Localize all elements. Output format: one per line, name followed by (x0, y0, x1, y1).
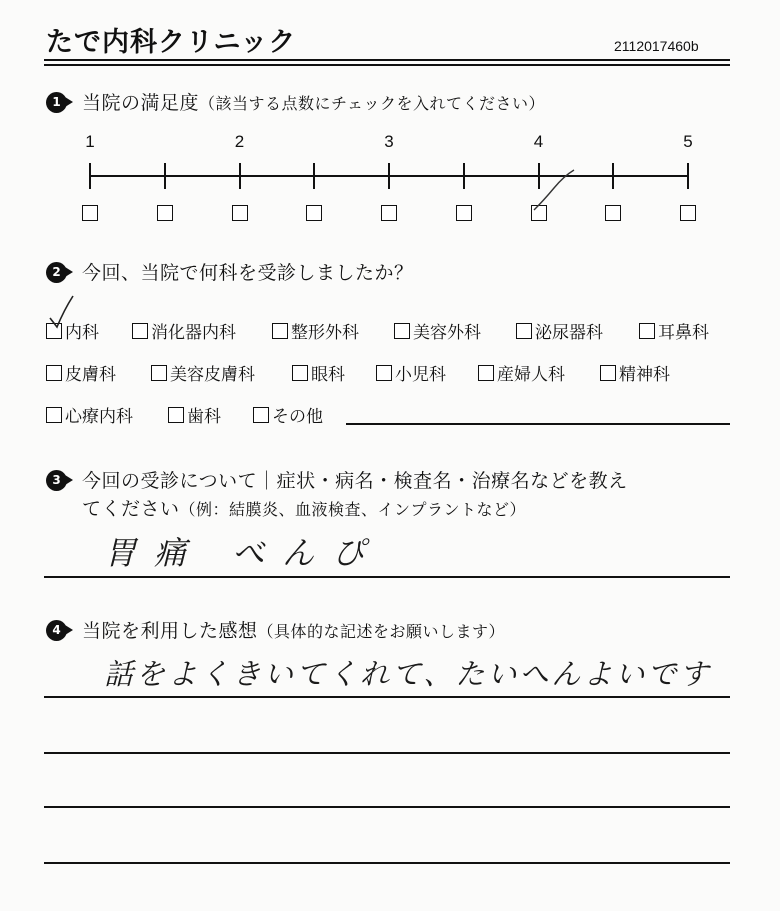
department-label: 消化器内科 (151, 323, 236, 343)
scale-tick (313, 163, 315, 189)
department-option[interactable] (478, 360, 565, 385)
scale-tick (239, 163, 241, 189)
scale-tick (463, 163, 465, 189)
scale-label-4: 4 (533, 132, 544, 151)
department-checkbox[interactable] (132, 323, 148, 339)
department-checkbox[interactable] (253, 407, 269, 423)
question-4-answer-line-2[interactable] (44, 752, 730, 754)
question-4-answer-line-4[interactable] (44, 862, 730, 864)
department-option[interactable] (376, 360, 446, 385)
department-label: 耳鼻科 (658, 323, 709, 343)
scale-label-5: 5 (683, 132, 693, 151)
question-4-answer-line-3[interactable] (44, 806, 730, 808)
header-rule-bottom (44, 64, 730, 66)
question-4-title: 当院を利用した感想 (82, 620, 258, 642)
question-4-note: （具体的な記述をお願いします） (257, 622, 506, 641)
department-option[interactable] (46, 360, 116, 385)
question-2-text: 今回、当院で何科を受診しましたか？ (82, 262, 414, 284)
question-3-title-end: てください (82, 498, 180, 520)
department-checkbox[interactable] (168, 407, 184, 423)
department-checkbox[interactable] (639, 323, 655, 339)
question-3-answer: 胃痛 べんぴ (104, 534, 383, 572)
department-option[interactable] (292, 360, 345, 385)
department-checkbox[interactable] (292, 365, 308, 381)
form-id: 2112017460b (614, 38, 699, 54)
department-label: 皮膚科 (65, 365, 116, 385)
department-checkbox[interactable] (46, 407, 62, 423)
scale-checkbox[interactable] (157, 205, 173, 221)
header-rule-top (44, 59, 730, 61)
department-label: 内科 (65, 323, 99, 343)
department-label: 美容外科 (413, 323, 481, 343)
department-option[interactable] (600, 360, 670, 385)
department-option[interactable] (394, 318, 481, 343)
question-4-answer-line-1[interactable] (44, 696, 730, 698)
question-4-text (82, 616, 505, 643)
scale-checkbox[interactable] (680, 205, 696, 221)
question-4-answer: 話をよくきいてくれて、たいへんよいです (104, 657, 712, 691)
department-label: その他 (272, 407, 323, 427)
department-option[interactable] (516, 318, 603, 343)
department-option[interactable] (151, 360, 255, 385)
department-checkbox[interactable] (394, 323, 410, 339)
scale-label-2: 2 (234, 132, 245, 151)
department-checkbox[interactable] (478, 365, 494, 381)
question-4-number: 4 (46, 620, 67, 641)
question-3-text-line1: 今回の受診について｜症状・病名・検査名・治療名などを教え (82, 470, 628, 492)
question-1-title: 当院の満足度 (82, 92, 200, 114)
question-3-text-line2 (82, 494, 526, 521)
department-checkbox[interactable] (151, 365, 167, 381)
department-option[interactable] (253, 402, 323, 427)
department-option[interactable] (272, 318, 359, 343)
department-label: 産婦人科 (497, 365, 565, 385)
question-2-number: 2 (46, 262, 67, 283)
scale-label-3: 3 (384, 132, 394, 151)
question-1-number: 1 (46, 92, 67, 113)
department-option[interactable] (168, 402, 221, 427)
scale-checkbox[interactable] (605, 205, 621, 221)
satisfaction-check-mark (520, 166, 580, 226)
department-label: 泌尿器科 (535, 323, 603, 343)
department-checkbox[interactable] (516, 323, 532, 339)
department-label: 美容皮膚科 (170, 365, 255, 385)
scale-tick (164, 163, 166, 189)
department-checkbox[interactable] (376, 365, 392, 381)
scale-checkbox[interactable] (456, 205, 472, 221)
department-label: 小児科 (395, 365, 446, 385)
department-checkbox[interactable] (600, 365, 616, 381)
question-1-text (82, 88, 545, 115)
department-checkbox[interactable] (46, 365, 62, 381)
question-3-number: 3 (46, 470, 67, 491)
question-3-note: （例：結膜炎、血液検査、インプラントなど） (179, 500, 527, 519)
department-option[interactable] (132, 318, 236, 343)
question-3-answer-line[interactable] (44, 576, 730, 578)
clinic-name: たで内科クリニック (46, 27, 297, 58)
question-1-note: （該当する点数にチェックを入れてください） (199, 94, 546, 113)
other-department-line[interactable] (346, 423, 730, 425)
department-label: 眼科 (311, 365, 345, 385)
scale-tick (687, 163, 689, 189)
department-option[interactable] (46, 402, 133, 427)
scale-tick (612, 163, 614, 189)
scale-tick (388, 163, 390, 189)
department-check-mark (46, 294, 76, 334)
department-label: 精神科 (619, 365, 670, 385)
scale-checkbox[interactable] (232, 205, 248, 221)
scale-checkbox[interactable] (82, 205, 98, 221)
scale-label-1: 1 (85, 132, 95, 151)
department-label: 心療内科 (65, 407, 133, 427)
department-checkbox[interactable] (272, 323, 288, 339)
scale-checkbox[interactable] (306, 205, 322, 221)
scale-tick (89, 163, 91, 189)
scale-checkbox[interactable] (381, 205, 397, 221)
department-option[interactable] (639, 318, 709, 343)
department-label: 整形外科 (291, 323, 359, 343)
department-label: 歯科 (187, 407, 221, 427)
